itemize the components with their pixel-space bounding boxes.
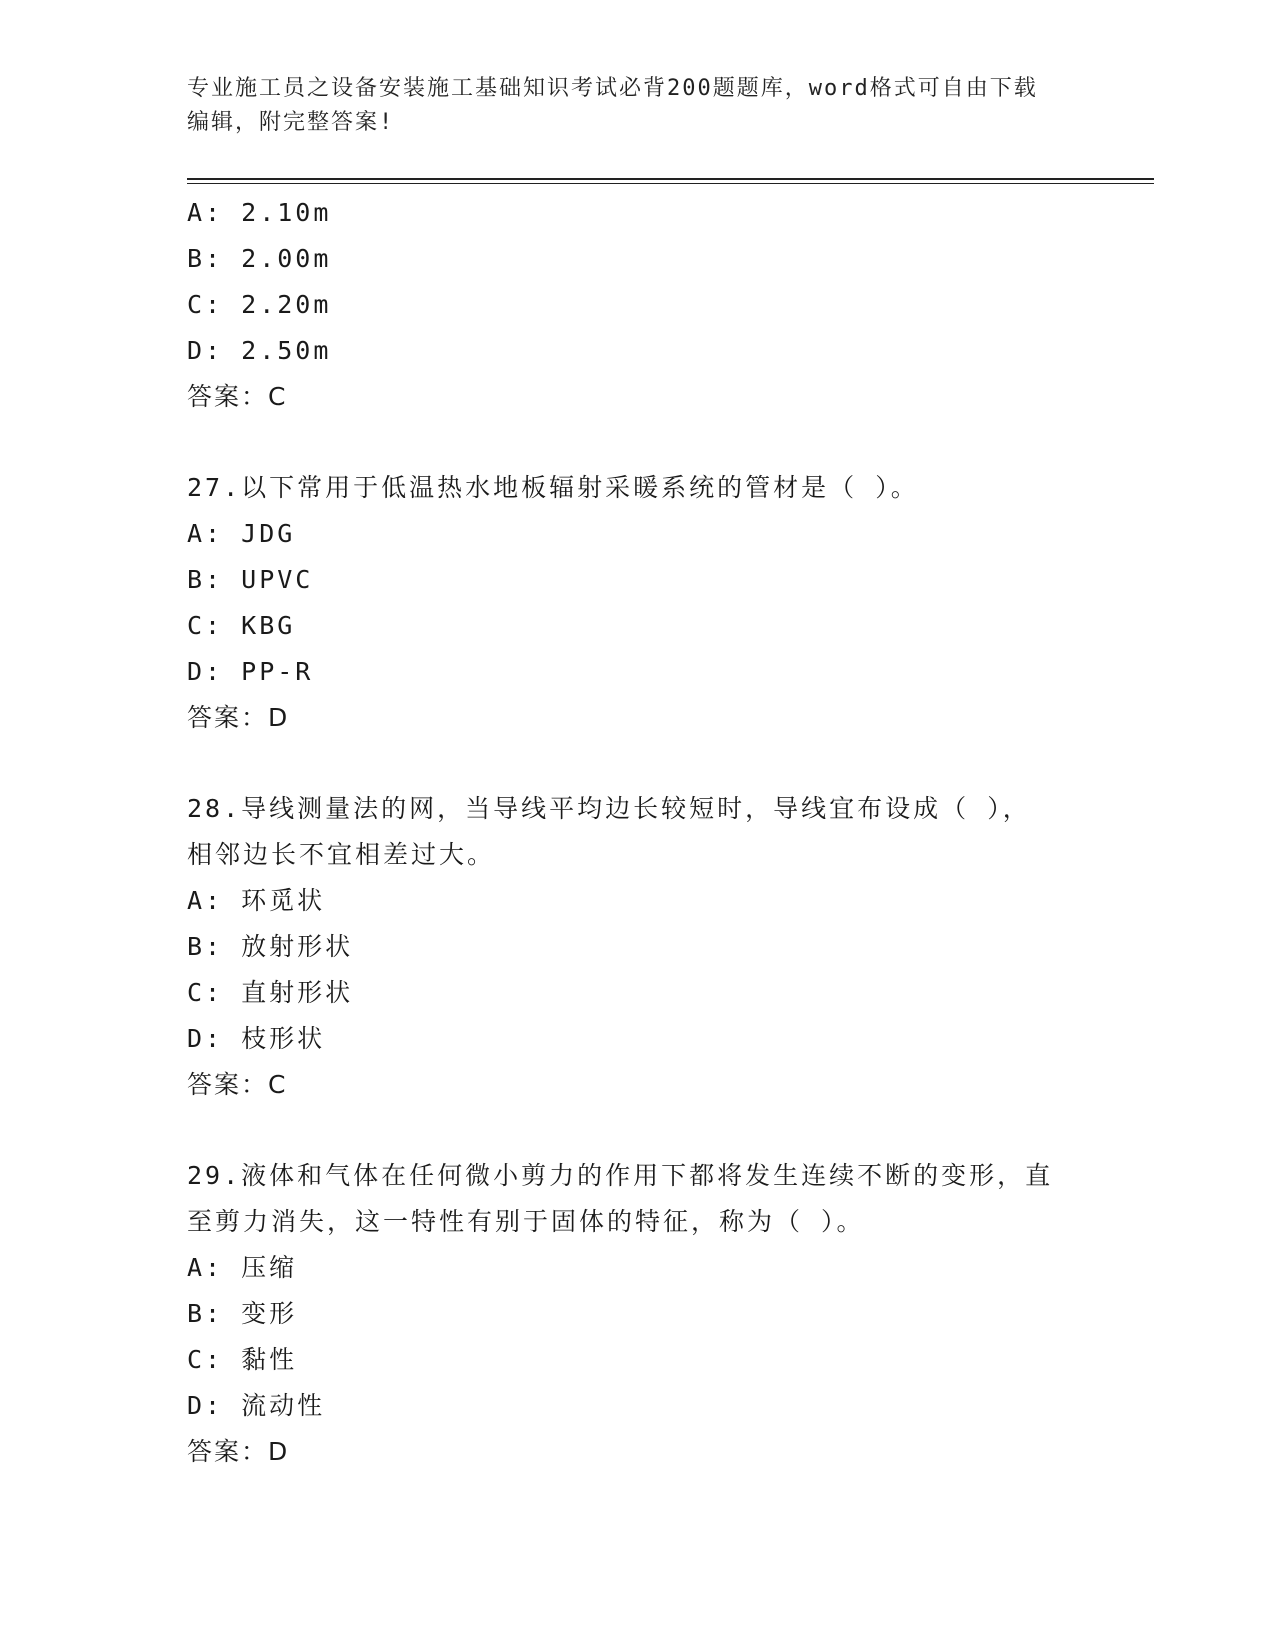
question-block: [187, 1153, 1087, 1475]
option-a: A: 2.10m: [187, 198, 332, 227]
option-d: D: 流动性: [187, 1391, 326, 1420]
question-block: [187, 465, 1087, 741]
header-divider-thick: [187, 178, 1154, 180]
header-line-1: 专业施工员之设备安装施工基础知识考试必背200题题库，word格式可自由下载: [187, 76, 1038, 101]
option-c: C: 直射形状: [187, 978, 354, 1007]
question-stem-continued: 至剪力消失，这一特性有别于固体的特征，称为（ ）。: [187, 1207, 865, 1236]
question-block: [187, 786, 1087, 1108]
option-d: D: 枝形状: [187, 1024, 326, 1053]
answer-line: 答案：D: [187, 1437, 290, 1466]
question-stem: 28.导线测量法的网，当导线平均边长较短时，导线宜布设成（ ），: [187, 794, 1031, 823]
answer-line: 答案：C: [187, 1070, 288, 1099]
option-c: C: 黏性: [187, 1345, 298, 1374]
option-c: C: KBG: [187, 611, 296, 640]
option-a: A: 环觅状: [187, 886, 326, 915]
document-header: [187, 72, 1087, 140]
option-b: B: 放射形状: [187, 932, 354, 961]
header-line-2: 编辑，附完整答案!: [187, 110, 395, 135]
question-list: [187, 190, 1087, 1475]
option-d: D: 2.50m: [187, 336, 332, 365]
option-b: B: UPVC: [187, 565, 314, 594]
header-divider-thin: [187, 183, 1154, 184]
answer-line: 答案：D: [187, 703, 290, 732]
question-stem: 27.以下常用于低温热水地板辐射采暖系统的管材是（ ）。: [187, 473, 919, 502]
question-stem: 29.液体和气体在任何微小剪力的作用下都将发生连续不断的变形，直: [187, 1161, 1054, 1190]
answer-line: 答案：C: [187, 382, 288, 411]
option-d: D: PP-R: [187, 657, 314, 686]
question-stem-continued: 相邻边长不宜相差过大。: [187, 840, 496, 869]
option-a: A: 压缩: [187, 1253, 298, 1282]
question-block: [187, 190, 1087, 420]
option-a: A: JDG: [187, 519, 296, 548]
option-b: B: 变形: [187, 1299, 298, 1328]
option-c: C: 2.20m: [187, 290, 332, 319]
option-b: B: 2.00m: [187, 244, 332, 273]
